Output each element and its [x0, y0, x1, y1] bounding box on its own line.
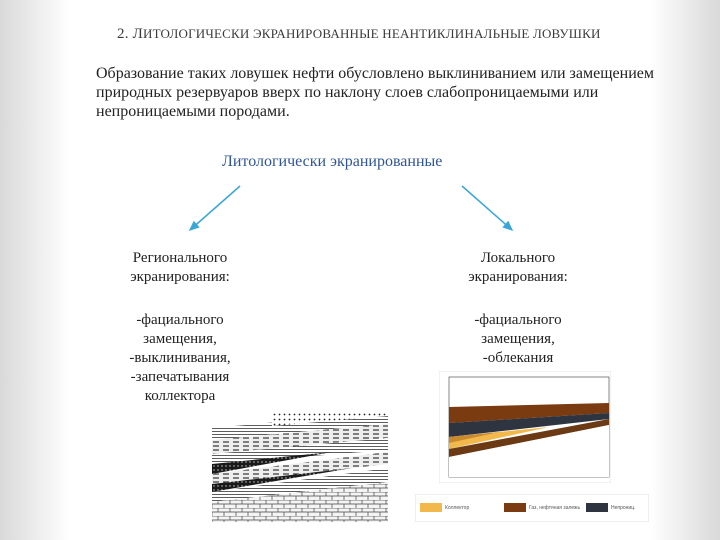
- right-item: -фациального: [474, 312, 562, 328]
- left-list: [100, 311, 260, 406]
- figure-legend: [415, 494, 649, 522]
- intro-paragraph: Образование таких ловушек нефти обусловлено выклиниванием или замещением природных резервуаров вверх по наклону слоев слабопроницаемыми или непроницаемыми породами.: [96, 65, 654, 120]
- regional-screening-figure: [212, 412, 388, 522]
- legend-swatch: [504, 503, 526, 512]
- legend-item: Коллектор: [420, 503, 469, 513]
- title-first-letter: 2. Л: [117, 26, 143, 42]
- right-list: [438, 311, 598, 368]
- left-item: -выклинивания,: [129, 350, 231, 366]
- left-item: коллектора: [144, 388, 216, 404]
- left-item: -фациального: [136, 312, 224, 328]
- title-rest: ИТОЛОГИЧЕСКИ ЭКРАНИРОВАННЫЕ НЕАНТИКЛИНАЛЬНЫЕ ЛОВУШКИ: [142, 26, 601, 41]
- local-screening-figure: [439, 371, 611, 483]
- left-heading: [100, 249, 260, 287]
- legend-item: Непрониц.: [586, 503, 635, 513]
- right-item: замещения,: [481, 331, 555, 347]
- right-heading-line1: Локального: [480, 250, 556, 266]
- legend-swatch: [586, 503, 608, 512]
- legend-item: Газ, нефтяная залежь: [504, 503, 580, 513]
- right-heading-line2: экранирования:: [468, 269, 568, 285]
- arrow-right-icon: [462, 186, 512, 230]
- left-item: -запечатывания: [130, 369, 230, 385]
- arrow-left-icon: [190, 186, 240, 230]
- subtitle: Литологически экранированные: [222, 153, 443, 170]
- left-heading-line2: экранирования:: [130, 269, 230, 285]
- left-item: замещения,: [143, 331, 217, 347]
- left-heading-line1: Регионального: [132, 250, 228, 266]
- right-heading: [438, 249, 598, 287]
- legend-swatch: [420, 503, 442, 512]
- right-item: -облекания: [482, 350, 554, 366]
